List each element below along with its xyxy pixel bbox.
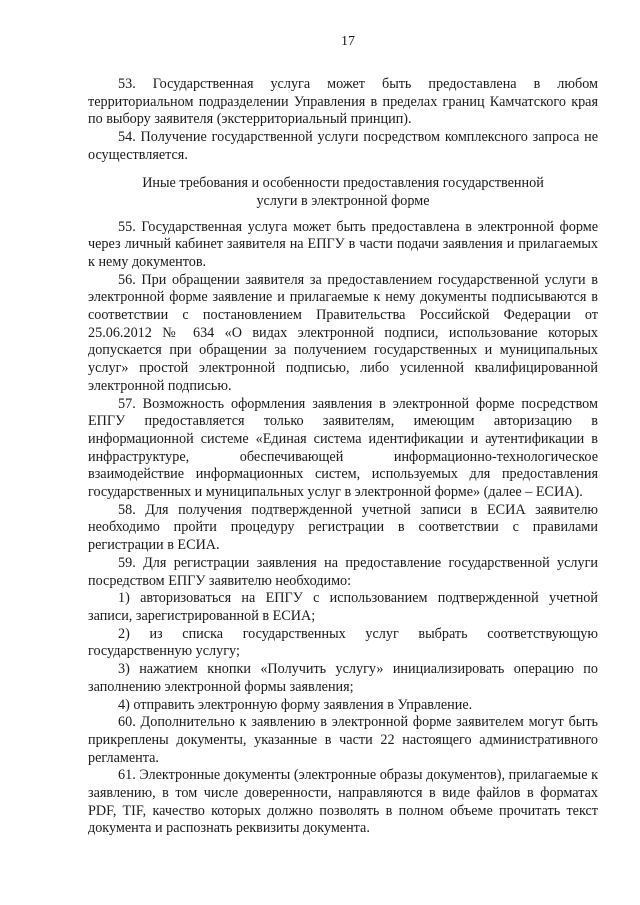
- section-heading: [88, 174, 598, 210]
- paragraph-55: 55. Государственная услуга может быть предоставлена в электронной форме через личный кабинет заявителя на ЕПГУ в части подачи заявления и прилагаемых к нему документов.: [88, 218, 598, 270]
- page-number: 17: [341, 34, 355, 49]
- list-item-59-4: 4) отправить электронную форму заявления в Управление.: [118, 696, 473, 713]
- paragraph-54: 54. Получение государственной услуги посредством комплексного запроса не осуществляется.: [88, 129, 598, 163]
- list-item-59-3: 3) нажатием кнопки «Получить услугу» инициализировать операцию по заполнению электронной формы заявления;: [88, 661, 598, 695]
- paragraph-56: 56. При обращении заявителя за предоставлением государственной услуги в электронной форме заявление и прилагаемые к нему документы подписываются в соответствии с постановлением Правительства Российской Федерации от 25.06.2012 № 634 «О видах электронной подписи, использование которых допускается при обращении за получением государственных и муниципальных услуг» простой электронной подписью, либо усиленной квалифицированной электронной подписью.: [88, 271, 598, 394]
- paragraph-60: 60. Дополнительно к заявлению в электронной форме заявителем могут быть прикреплены документы, указанные в части 22 настоящего административного регламента.: [88, 714, 598, 766]
- section-heading-line-1: Иные требования и особенности предоставления государственной: [142, 174, 544, 191]
- section-heading-line-2: услуги в электронной форме: [256, 192, 430, 209]
- list-item-59-2: 2) из списка государственных услуг выбрать соответствующую государственную услугу;: [88, 625, 598, 660]
- paragraph-58: 58. Для получения подтвержденной учетной записи в ЕСИА заявителю необходимо пройти процедуру регистрации в соответствии с правилами регистрации в ЕСИА.: [88, 501, 598, 554]
- paragraph-57: 57. Возможность оформления заявления в электронной форме посредством ЕПГУ предоставляется только заявителям, имеющим авторизацию в информационной системе «Единая система идентификации и аутентификации в инфраструктуре, обеспечивающей информационно-технологическое взаимодействие информационных систем, используемых для предоставления государственных и муниципальных услуг в электронной форме» (далее – ЕСИА).: [88, 395, 598, 501]
- paragraph-53: 53. Государственная услуга может быть предоставлена в любом территориальном подразделении Управления в пределах границ Камчатского края по выбору заявителя (экстерриториальный принцип).: [88, 76, 598, 128]
- paragraph-61: 61. Электронные документы (электронные образы документов), прилагаемые к заявлению, в том числе доверенности, направляются в виде файлов в форматах PDF, TIF, качество которых должно позволять в полном объеме прочитать текст документа и распознать реквизиты документа.: [88, 767, 598, 837]
- paragraph-59: 59. Для регистрации заявления на предоставление государственной услуги посредством ЕПГУ заявителю необходимо:: [88, 554, 598, 589]
- list-item-59-1: 1) авторизоваться на ЕПГУ с использованием подтвержденной учетной записи, зарегистрированной в ЕСИА;: [88, 590, 598, 624]
